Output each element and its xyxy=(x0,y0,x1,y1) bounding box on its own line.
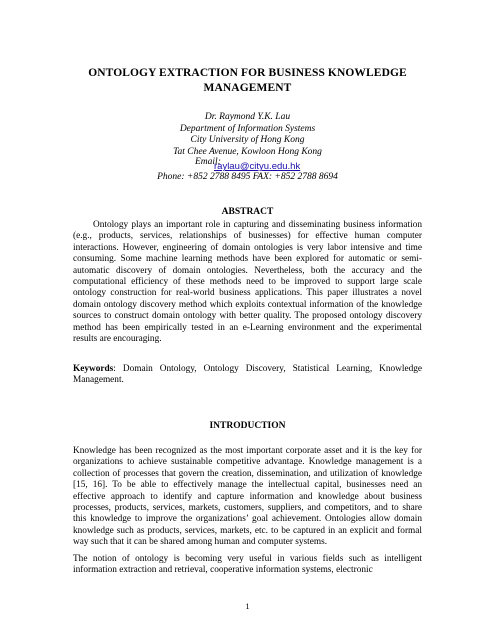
keywords-text: : Domain Ontology, Ontology Discovery, Statistical Learning, Knowledge Management. xyxy=(73,364,422,386)
abstract-text: Ontology plays an important role in capturing and disseminating business information (e.g., products, services, relationships of businesses) for effective human computer interactions. However, engineering of domain ontologies is very labor intensive and time consuming. Some machine learning methods have been explored for automatic or semi-automatic discovery of domain ontologies. Nevertheless, both the accuracy and the computational efficiency of these methods need to be improved to support large scale ontology construction for real-world business applications. This paper illustrates a novel domain ontology discovery method which exploits contextual information of the knowledge sources to construct domain ontology with better quality. The proposed ontology discovery method has been empirically tested in an e-Learning environment and the experimental results are encouraging. xyxy=(73,220,422,345)
author-name: Dr. Raymond Y.K. Lau xyxy=(204,112,291,122)
title-line-1: ONTOLOGY EXTRACTION FOR BUSINESS KNOWLEDGE xyxy=(88,67,407,79)
introduction-paragraph-1: Knowledge has been recognized as the most important corporate asset and it is the key for organizations to achieve sustainable competitive advantage. Knowledge management is a collection of processes that govern the creation, dissemination, and utilization of knowledge [15, 16]. To be able to effectively manage the intellectual capital, businesses need an effective approach to identify and capture information and knowledge about business processes, products, services, markets, customers, suppliers, and competitors, and to share this knowledge to improve the organizations’ goal achievement. Ontologies allow domain knowledge such as products, services, markets, etc. to be captured in an explicit and formal way such that it can be shared among human and computer systems. xyxy=(73,446,422,548)
email-label: Email: xyxy=(195,157,221,168)
abstract-heading: ABSTRACT xyxy=(221,207,274,217)
email-link[interactable]: raylau@cityu.edu.hk xyxy=(214,161,301,173)
keywords-label: Keywords xyxy=(73,364,114,374)
title-line-2: MANAGEMENT xyxy=(203,82,292,94)
introduction-paragraph-2: The notion of ontology is becoming very useful in various fields such as intelligent information extraction and retrieval, cooperative information systems, electronic xyxy=(73,554,422,576)
author-address: Tat Chee Avenue, Kowloon Hong Kong xyxy=(173,146,322,157)
paper-title xyxy=(70,66,425,96)
author-block xyxy=(100,112,395,184)
keywords xyxy=(73,364,422,387)
author-university: City University of Hong Kong xyxy=(190,135,305,146)
introduction-heading: INTRODUCTION xyxy=(209,421,286,431)
page-number: 1 xyxy=(245,601,250,611)
email-line xyxy=(100,158,395,172)
author-department: Department of Information Systems xyxy=(179,123,316,134)
phone-fax: Phone: +852 2788 8495 FAX: +852 2788 8694 xyxy=(157,172,338,183)
